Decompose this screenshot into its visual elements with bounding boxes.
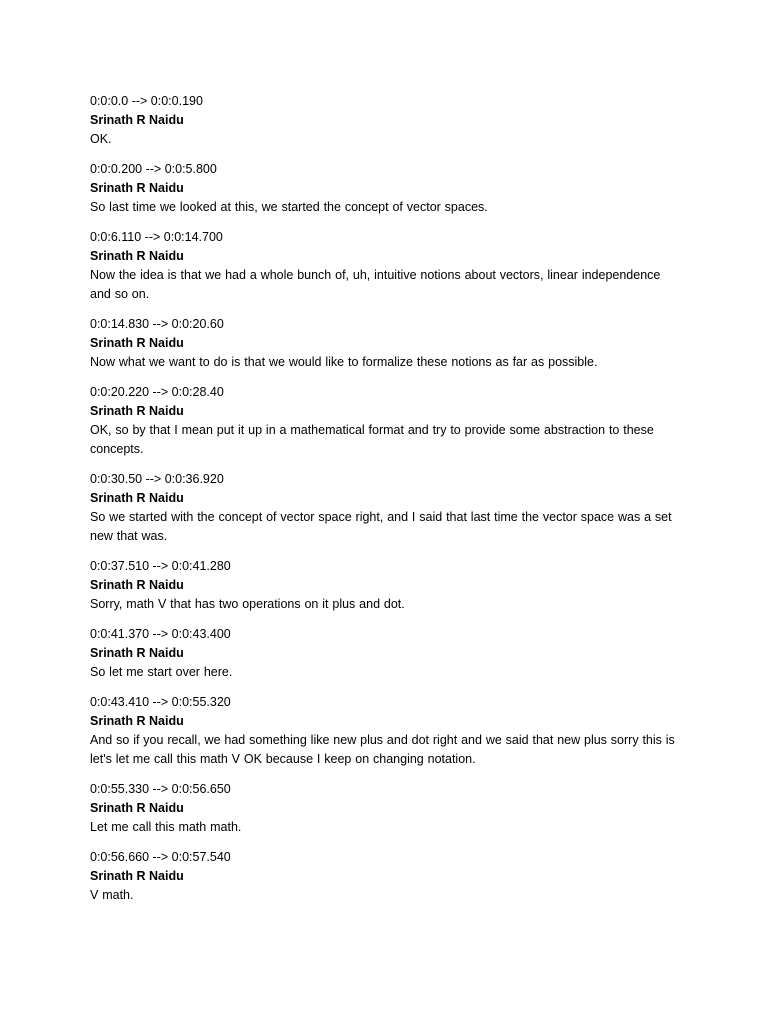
transcript-entry [90, 383, 680, 459]
timestamp: 0:0:43.410 --> 0:0:55.320 [90, 695, 231, 709]
speaker-name: Srinath R Naidu [90, 249, 184, 263]
timestamp: 0:0:20.220 --> 0:0:28.40 [90, 385, 224, 399]
utterance-text: OK, so by that I mean put it up in a mathematical format and try to provide some abstraction to these concepts. [90, 423, 654, 456]
timestamp: 0:0:37.510 --> 0:0:41.280 [90, 559, 231, 573]
speaker-name: Srinath R Naidu [90, 113, 184, 127]
utterance-text: So last time we looked at this, we started the concept of vector spaces. [90, 200, 488, 214]
timestamp: 0:0:55.330 --> 0:0:56.650 [90, 782, 231, 796]
transcript-entry [90, 625, 680, 682]
speaker-name: Srinath R Naidu [90, 801, 184, 815]
transcript-entry [90, 92, 680, 149]
utterance-text: V math. [90, 888, 134, 902]
speaker-name: Srinath R Naidu [90, 578, 184, 592]
utterance-text: So let me start over here. [90, 665, 233, 679]
timestamp: 0:0:6.110 --> 0:0:14.700 [90, 230, 223, 244]
transcript-entry [90, 693, 680, 769]
speaker-name: Srinath R Naidu [90, 404, 184, 418]
speaker-name: Srinath R Naidu [90, 646, 184, 660]
speaker-name: Srinath R Naidu [90, 336, 184, 350]
timestamp: 0:0:14.830 --> 0:0:20.60 [90, 317, 224, 331]
utterance-text: Now what we want to do is that we would like to formalize these notions as far as possible. [90, 355, 598, 369]
utterance-text: So we started with the concept of vector space right, and I said that last time the vector space was a set new that was. [90, 510, 672, 543]
transcript-entry [90, 315, 680, 372]
utterance-text: And so if you recall, we had something like new plus and dot right and we said that new plus sorry this is let's let me call this math V OK because I keep on changing notation. [90, 733, 675, 766]
transcript-entry [90, 848, 680, 905]
timestamp: 0:0:56.660 --> 0:0:57.540 [90, 850, 231, 864]
transcript-entry [90, 160, 680, 217]
timestamp: 0:0:0.0 --> 0:0:0.190 [90, 94, 203, 108]
utterance-text: Now the idea is that we had a whole bunch of, uh, intuitive notions about vectors, linear independence and so on. [90, 268, 661, 301]
transcript [90, 92, 680, 916]
speaker-name: Srinath R Naidu [90, 181, 184, 195]
timestamp: 0:0:0.200 --> 0:0:5.800 [90, 162, 217, 176]
utterance-text: Let me call this math math. [90, 820, 242, 834]
transcript-entry [90, 228, 680, 304]
utterance-text: Sorry, math V that has two operations on it plus and dot. [90, 597, 405, 611]
transcript-entry [90, 470, 680, 546]
utterance-text: OK. [90, 132, 112, 146]
speaker-name: Srinath R Naidu [90, 714, 184, 728]
timestamp: 0:0:41.370 --> 0:0:43.400 [90, 627, 231, 641]
timestamp: 0:0:30.50 --> 0:0:36.920 [90, 472, 224, 486]
transcript-entry [90, 780, 680, 837]
speaker-name: Srinath R Naidu [90, 869, 184, 883]
transcript-entry [90, 557, 680, 614]
speaker-name: Srinath R Naidu [90, 491, 184, 505]
